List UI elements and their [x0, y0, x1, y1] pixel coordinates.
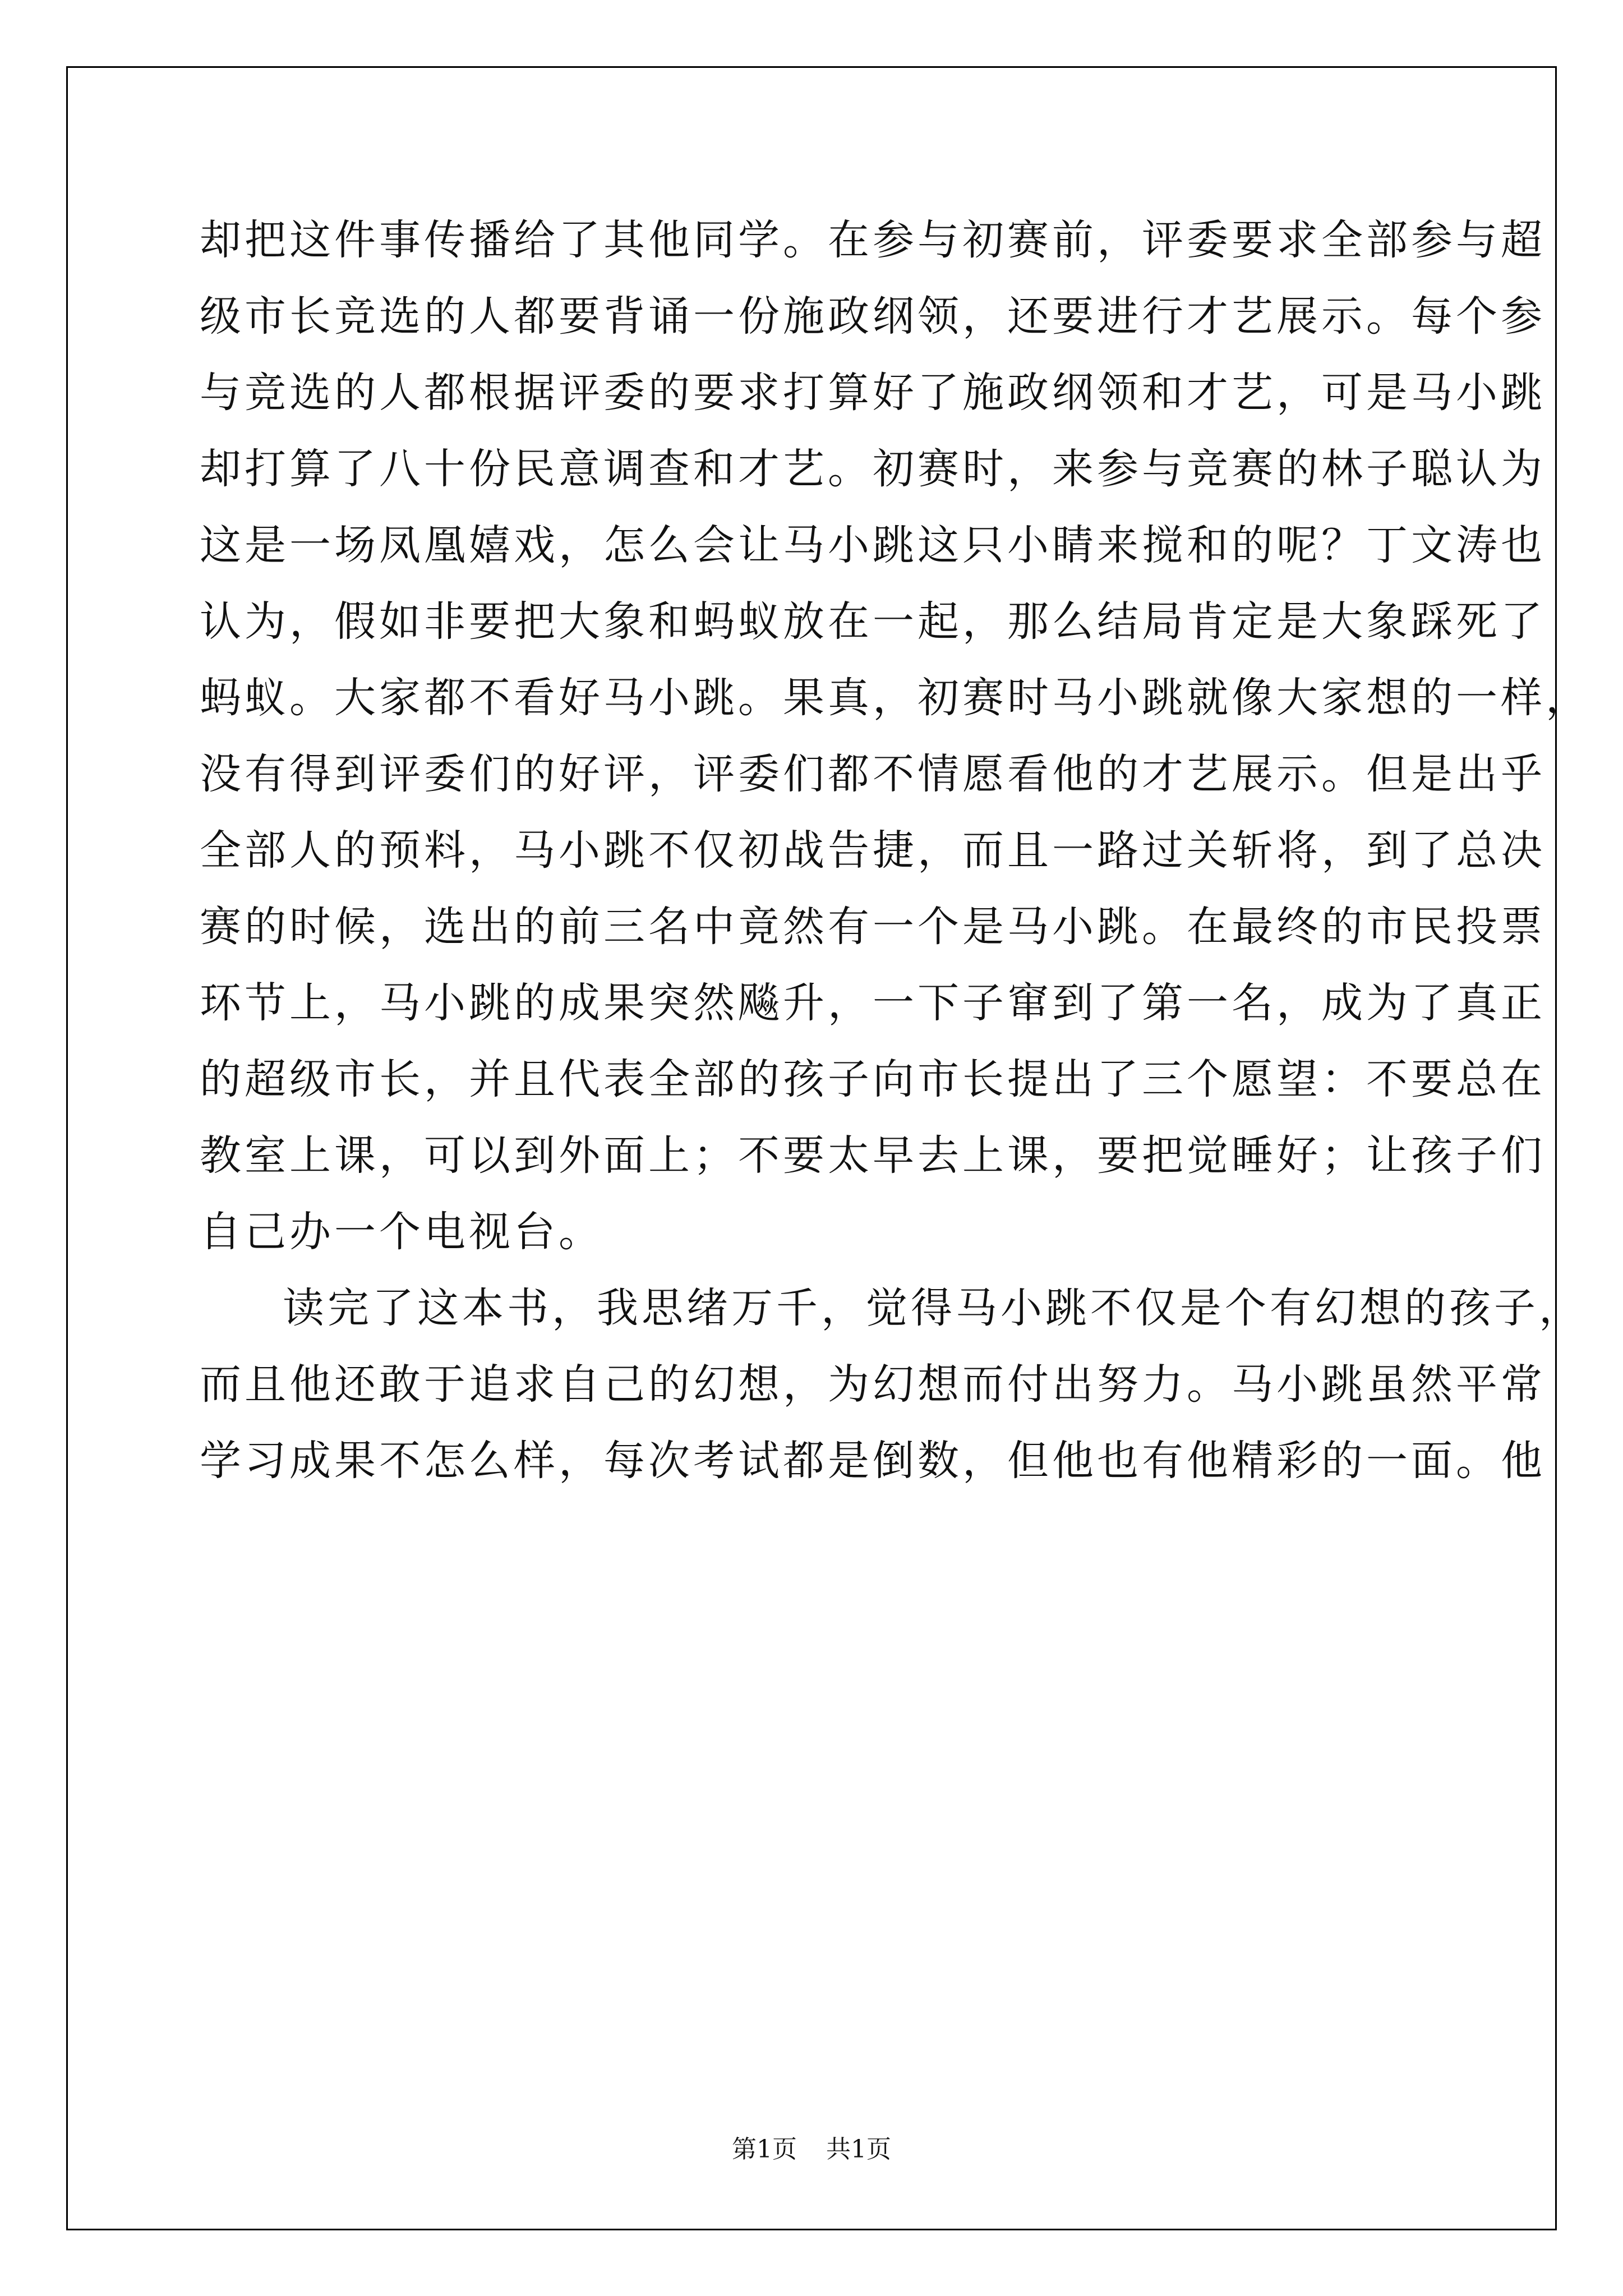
text-line: 赛的时候，选出的前三名中竟然有一个是马小跳。在最终的市民投票	[200, 903, 1546, 951]
text-line: 自己办一个电视台。	[200, 1208, 603, 1256]
text-line: 学习成果不怎么样，每次考试都是倒数，但他也有他精彩的一面。他	[200, 1437, 1546, 1485]
text-line: 这是一场凤凰嬉戏，怎么会让马小跳这只小睛来搅和的呢？丁文涛也	[200, 521, 1546, 569]
text-line: 环节上，马小跳的成果突然飚升，一下子窜到了第一名，成为了真正	[200, 979, 1546, 1027]
text-line: 蚂蚁。大家都不看好马小跳。果真，初赛时马小跳就像大家想的一样，	[200, 674, 1590, 722]
text-line: 全部人的预料，马小跳不仅初战告捷，而且一路过关斩将，到了总决	[200, 826, 1546, 875]
page-total: 共1页	[826, 2135, 891, 2164]
text-line: 级市长竞选的人都要背诵一份施政纲领，还要进行才艺展示。每个参	[200, 292, 1546, 341]
text-line: 而且他还敢于追求自己的幻想，为幻想而付出努力。马小跳虽然平常	[200, 1360, 1546, 1409]
page-footer	[0, 2129, 1623, 2165]
text-line: 认为，假如非要把大象和蚂蚁放在一起，那么结局肯定是大象踩死了	[200, 597, 1546, 646]
document-body	[200, 202, 1590, 1499]
text-line: 却把这件事传播给了其他同学。在参与初赛前，评委要求全部参与超	[200, 216, 1546, 264]
text-line: 教室上课，可以到外面上；不要太早去上课，要把觉睡好；让孩子们	[200, 1131, 1546, 1180]
text-line: 没有得到评委们的好评，评委们都不情愿看他的才艺展示。但是出乎	[200, 750, 1546, 798]
text-line: 与竞选的人都根据评委的要求打算好了施政纲领和才艺，可是马小跳	[200, 369, 1546, 417]
page-number: 第1页	[732, 2135, 797, 2164]
text-line: 的超级市长，并且代表全部的孩子向市长提出了三个愿望：不要总在	[200, 1055, 1546, 1103]
paragraph-first-line: 读完了这本书，我思绪万千，觉得马小跳不仅是个有幻想的孩子，	[283, 1284, 1584, 1332]
text-line: 却打算了八十份民意调查和才艺。初赛时，来参与竞赛的林子聪认为	[200, 445, 1546, 493]
